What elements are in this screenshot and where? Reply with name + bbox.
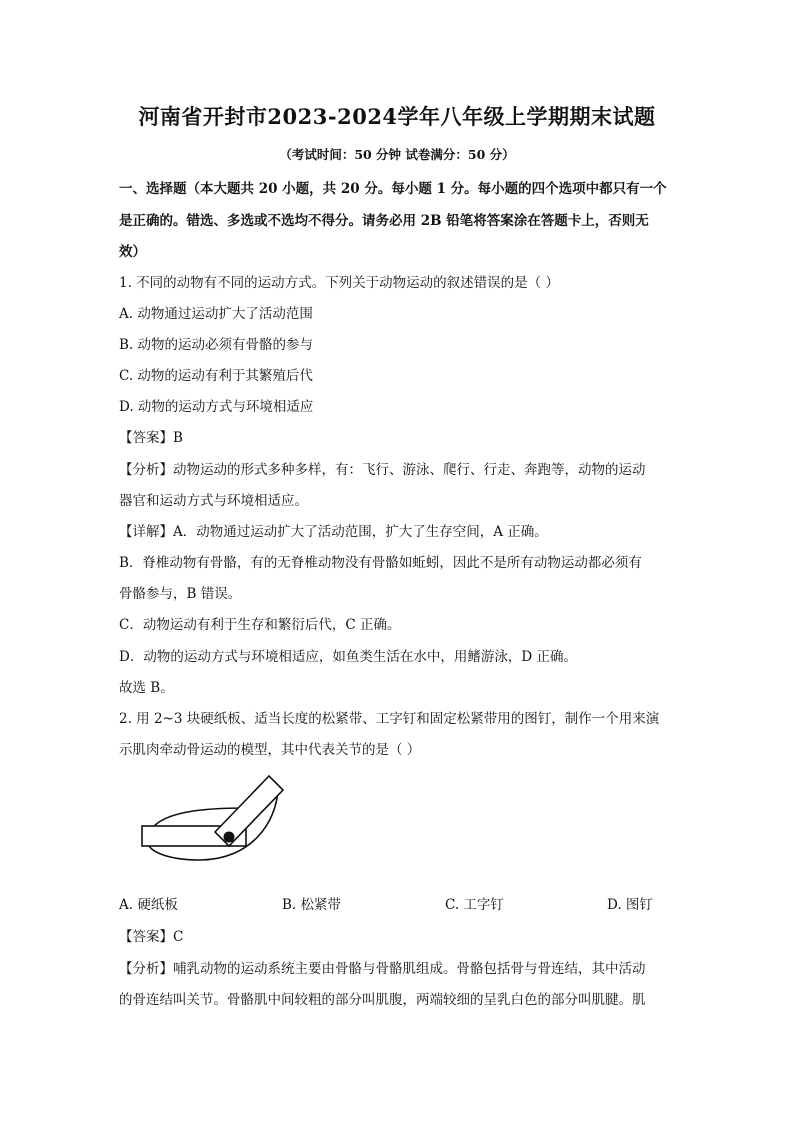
exam-info: （考试时间：50 分钟 试卷满分：50 分） xyxy=(279,147,515,162)
q2-analysis-line-1: 【分析】哺乳动物的运动系统主要由骨骼与骨骼肌组成。骨骼包括骨与骨连结，其中活动 xyxy=(119,961,646,977)
q1-analysis-line-2: 器官和运动方式与环境相适应。 xyxy=(119,493,308,509)
q1-detail-line-5: D．动物的运动方式与环境相适应，如鱼类生活在水中，用鳍游泳，D 正确。 xyxy=(119,649,577,665)
q1-option-a: A. 动物通过运动扩大了活动范围 xyxy=(119,306,313,322)
section-header-line-1: 一、选择题（本大题共 20 小题，共 20 分。每小题 1 分。每小题的四个选项中都只有一个 xyxy=(119,181,667,197)
page-title: 河南省开封市2023-2024学年八年级上学期期末试题 xyxy=(138,104,656,129)
q1-answer: 【答案】B xyxy=(119,430,183,446)
q2-option-b: B. 松紧带 xyxy=(282,897,342,913)
q2-option-d: D. 图钉 xyxy=(607,897,653,913)
q1-detail-line-6: 故选 B。 xyxy=(119,680,174,696)
q1-option-c: C. 动物的运动有利于其繁殖后代 xyxy=(119,368,313,384)
section-header-line-2: 是正确的。错选、多选或不选均不得分。请务必用 2B 铅笔将答案涂在答题卡上，否则无 xyxy=(119,213,649,229)
q1-detail-line-2: B．脊椎动物有骨骼，有的无脊椎动物没有骨骼如蚯蚓，因此不是所有动物运动都必须有 xyxy=(119,555,642,571)
q2-option-c: C. 工字钉 xyxy=(445,897,504,913)
q2-analysis-line-2: 的骨连结叫关节。骨骼肌中间较粗的部分叫肌腹，两端较细的呈乳白色的部分叫肌腱。肌 xyxy=(119,992,646,1008)
q2-option-a: A. 硬纸板 xyxy=(119,897,178,913)
q1-analysis-line-1: 【分析】动物运动的形式多种多样，有：飞行、游泳、爬行、行走、奔跑等，动物的运动 xyxy=(119,462,646,478)
q1-stem: 1. 不同的动物有不同的运动方式。下列关于动物运动的叙述错误的是（ ） xyxy=(119,275,559,291)
rivet-dot xyxy=(224,832,235,843)
section-header-line-3: 效） xyxy=(119,244,146,260)
q1-option-b: B. 动物的运动必须有骨骼的参与 xyxy=(119,337,314,353)
q1-detail-line-3: 骨骼参与，B 错误。 xyxy=(119,586,242,602)
q2-stem-line-2: 示肌肉牵动骨运动的模型，其中代表关节的是（ ） xyxy=(119,742,421,758)
q1-detail-line-1: 【详解】A．动物通过运动扩大了活动范围，扩大了生存空间，A 正确。 xyxy=(119,524,548,540)
q1-option-d: D. 动物的运动方式与环境相适应 xyxy=(119,399,314,415)
q1-detail-line-4: C．动物运动有利于生存和繁衍后代，C 正确。 xyxy=(119,617,401,633)
q2-stem-line-1: 2. 用 2~3 块硬纸板、适当长度的松紧带、工字钉和固定松紧带用的图钉，制作一个用来演 xyxy=(119,711,660,727)
q2-answer: 【答案】C xyxy=(119,929,184,945)
joint-model-figure xyxy=(130,768,290,868)
